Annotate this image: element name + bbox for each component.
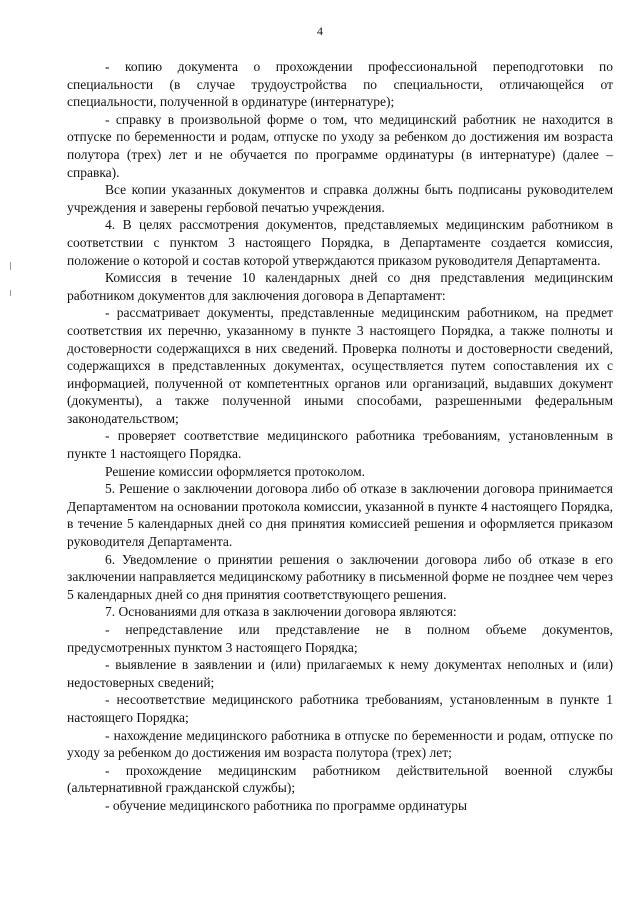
paragraph-commission-term: Комиссия в течение 10 календарных дней со дня представления медицинским работником документов для заключения договора в Департамент: — [67, 270, 613, 303]
paragraph-refusal-residency: - обучение медицинского работника по программе ординатуры — [105, 797, 468, 813]
paragraph-copy-retraining: - копию документа о прохождении профессиональной переподготовки по специальности (в случае трудоустройства по специальности, отличающейся от специальности, полученной в ординатуре (интернатуре); — [67, 59, 613, 110]
document-body — [67, 58, 613, 815]
page-number: 4 — [317, 24, 323, 38]
paragraph-item-4: 4. В целях рассмотрения документов, представляемых медицинским работником в соответствии с пунктом 3 настоящего Порядка, в Департаменте создается комиссия, положение о которой и состав которой утверждаются приказом руководителя Департамента. — [67, 217, 613, 268]
paragraph-refusal-false-info: - выявление в заявлении и (или) прилагаемых к нему документах неполных и (или) недостоверных сведений; — [67, 657, 613, 690]
paragraph-certificate: - справку в произвольной форме о том, что медицинский работник не находится в отпуске по беременности и родам, отпуске по уходу за ребенком до достижения им возраста полутора (трех) лет и не обучается по программе ординатуры (в интернатуре) (далее – справка). — [67, 111, 613, 180]
paragraph-refusal-leave: - нахождение медицинского работника в отпуске по беременности и родам, отпуске по уходу за ребенком до достижения им возраста полутора (трех) лет; — [67, 727, 613, 761]
paragraph-review-documents: - рассматривает документы, представленные медицинским работником, на предмет соответствия их перечню, указанному в пункте 3 настоящего Порядка, а также полноты и достоверности содержащихся в них сведений. Проверка полноты и достоверности сведений, содержащихся в представленных документах, осуществляется путем сопоставления их с информацией, полученной от компетентных органов или организаций, выдавших документ (документы), а также полученной иными способами, разрешенными федеральным законодательством; — [67, 305, 613, 426]
paragraph-item-5: 5. Решение о заключении договора либо об отказе в заключении договора принимается Департаментом на основании протокола комиссии, указанной в пункте 4 настоящего Порядка, в течение 5 календарных дней со дня принятия комиссией решения и оформляется приказом руководителя Департамента. — [67, 481, 613, 550]
paragraph-copies-signed: Все копии указанных документов и справка должны быть подписаны руководителем учреждения и заверены гербовой печатью учреждения. — [67, 182, 613, 215]
paragraph-protocol: Решение комиссии оформляется протоколом. — [105, 463, 365, 479]
paragraph-item-6: 6. Уведомление о принятии решения о заключении договора либо об отказе в его заключении направляется медицинскому работнику в письменной форме не позднее чем через 5 календарных дней со дня принятия соответствующего решения. — [67, 551, 613, 602]
margin-mark — [10, 262, 11, 270]
paragraph-refusal-military: - прохождение медицинским работником действительной военной службы (альтернативной гражданской службы); — [67, 762, 613, 796]
paragraph-item-7: 7. Основаниями для отказа в заключении договора являются: — [105, 604, 457, 620]
paragraph-refusal-incomplete: - непредставление или представление не в полном объеме документов, предусмотренных пунктом 3 настоящего Порядка; — [67, 622, 613, 655]
paragraph-check-requirements: - проверяет соответствие медицинского работника требованиям, установленным в пункте 1 настоящего Порядка. — [67, 428, 613, 462]
paragraph-refusal-requirements: - несоответствие медицинского работника требованиям, установленным в пункте 1 настоящего Порядка; — [67, 692, 613, 725]
margin-mark — [10, 290, 11, 296]
